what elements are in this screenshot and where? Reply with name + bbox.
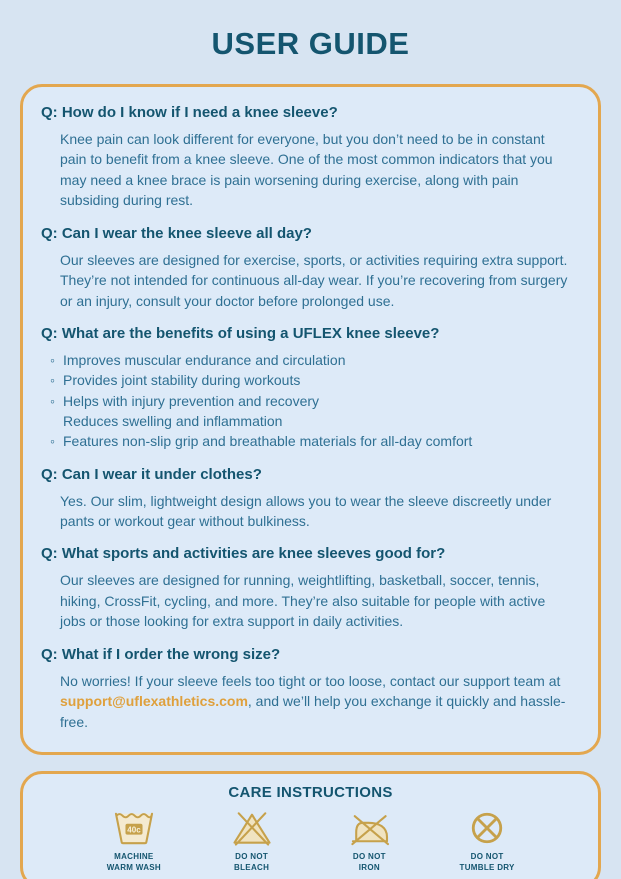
faq-question: Q: What sports and activities are knee sleeves good for? bbox=[41, 545, 446, 563]
list-item-text: Features non-slip grip and breathable materials for all-day comfort bbox=[63, 433, 473, 450]
care-item-label: MACHINE WARM WASH bbox=[106, 852, 161, 872]
care-item-do-not-tumble-dry bbox=[428, 809, 546, 874]
list-item bbox=[50, 431, 572, 451]
bullet-icon bbox=[50, 411, 63, 431]
do-not-bleach-icon bbox=[230, 809, 274, 847]
faq-item-sports bbox=[41, 545, 574, 631]
faq-item-under-clothes bbox=[41, 466, 574, 532]
care-instructions-title: CARE INSTRUCTIONS bbox=[228, 784, 393, 802]
care-icons-row bbox=[75, 809, 546, 874]
page-title: USER GUIDE bbox=[211, 26, 410, 61]
bullet-icon: ◦ bbox=[50, 352, 55, 369]
do-not-tumble-dry-icon bbox=[468, 809, 506, 847]
care-item-label: DO NOT IRON bbox=[352, 852, 386, 872]
wash-temperature-label: 40c bbox=[127, 825, 141, 835]
care-item-label: DO NOT BLEACH bbox=[234, 852, 270, 872]
faq-item-benefits bbox=[41, 325, 574, 451]
bullet-icon: ◦ bbox=[50, 392, 55, 409]
faq-answer bbox=[60, 671, 572, 732]
faq-answer: Yes. Our slim, lightweight design allows you to wear the sleeve discreetly under pants or workout gear without bulkiness. bbox=[60, 492, 552, 529]
faq-question: Q: What are the benefits of using a UFLEX knee sleeve? bbox=[41, 325, 440, 343]
faq-item-wrong-size bbox=[41, 646, 574, 732]
faq-item-need-sleeve bbox=[41, 104, 574, 211]
faq-question: Q: What if I order the wrong size? bbox=[41, 645, 281, 663]
faq-question: Q: Can I wear the knee sleeve all day? bbox=[41, 224, 312, 242]
faq-panel bbox=[20, 84, 601, 755]
list-item-text: Improves muscular endurance and circulation bbox=[63, 352, 346, 369]
list-item-text: Helps with injury prevention and recovery bbox=[63, 392, 320, 409]
list-item bbox=[50, 370, 572, 390]
faq-question: Q: How do I know if I need a knee sleeve? bbox=[41, 104, 338, 121]
faq-item-all-day bbox=[41, 225, 574, 311]
faq-question: Q: Can I wear it under clothes? bbox=[41, 465, 262, 483]
list-item-text: Reduces swelling and inflammation bbox=[63, 412, 283, 429]
do-not-iron-icon bbox=[347, 809, 391, 847]
list-item bbox=[50, 350, 572, 370]
benefits-list bbox=[50, 350, 572, 451]
bullet-icon: ◦ bbox=[50, 372, 55, 389]
list-item bbox=[50, 391, 572, 411]
list-item-text: Provides joint stability during workouts bbox=[63, 372, 301, 389]
care-instructions-panel bbox=[20, 771, 601, 879]
answer-text-post: , and we’ll help you exchange it quickly and hassle-free. bbox=[60, 693, 566, 730]
machine-warm-wash-icon bbox=[112, 809, 156, 847]
care-item-label: DO NOT TUMBLE DRY bbox=[459, 852, 515, 872]
faq-answer: Our sleeves are designed for running, weightlifting, basketball, soccer, tennis, hiking, CrossFit, cycling, and more. They’re also suitable for people with active jobs or those looking for extra support in daily activities. bbox=[60, 572, 546, 630]
bullet-icon: ◦ bbox=[50, 433, 55, 450]
care-item-do-not-bleach bbox=[193, 809, 311, 874]
care-item-do-not-iron bbox=[311, 809, 429, 874]
support-email-link[interactable]: support@uflexathletics.com bbox=[60, 693, 248, 710]
faq-answer: Our sleeves are designed for exercise, sports, or activities requiring extra support. They’re not intended for continuous all-day wear. If you’re recovering from surgery or an injury, consult your doctor before prolonged use. bbox=[60, 251, 568, 309]
list-item bbox=[50, 411, 572, 431]
faq-answer: Knee pain can look different for everyone, but you don’t need to be in constant pain to benefit from a knee sleeve. One of the most common indicators that you may need a knee brace is pain worsening during exercise, along with pain subsiding during rest. bbox=[60, 131, 553, 209]
care-item-machine-warm-wash bbox=[75, 809, 193, 874]
answer-text-pre: No worries! If your sleeve feels too tight or too loose, contact our support team at bbox=[60, 672, 561, 689]
